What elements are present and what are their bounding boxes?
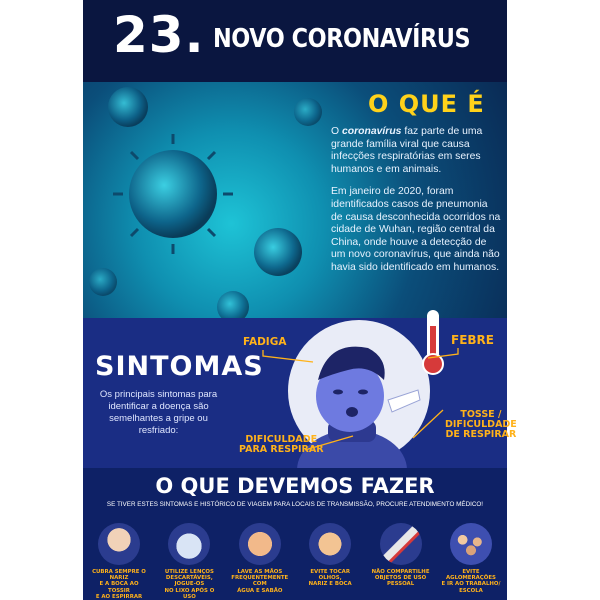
virus-large-icon (113, 134, 233, 254)
poster (83, 0, 517, 600)
toothbrush-icon (380, 523, 422, 565)
action-label: UTILIZE LENÇOS DESCARTÁVEIS, JOGUE-OS NO LIXO APÓS O USO (164, 569, 215, 600)
action-item (230, 523, 290, 600)
symptom-cough: TOSSE / DIFICULDADE DE RESPIRAR (445, 409, 517, 440)
what-is-title: O QUE É (368, 90, 485, 118)
hand-wash-icon (239, 523, 281, 565)
symptom-fever: FEBRE (451, 333, 494, 347)
what-is-paragraph-1: O coronavírus faz parte de uma grande família viral que causa infecções respiratórias em seres humanos e em animais. (331, 126, 483, 175)
nose-icon (309, 523, 351, 565)
action-label: LAVE AS MÃOS FREQUENTEMENTE COM ÁGUA E SABÃO (231, 569, 289, 594)
symptom-fatigue: FADIGA (243, 336, 287, 348)
action-label: NÃO COMPARTILHE OBJETOS DE USO PESSOAL (371, 569, 430, 588)
infographic-number: 23. (113, 6, 205, 64)
what-is-paragraph-2: Em janeiro de 2020, foram identificados casos de pneumonia de causa desconhecida ocorridos na cidade de Wuhan, região central da China, onde houve a detecção de um novo coronavírus, que ainda não havia sido identificado em humanos. (331, 186, 501, 273)
crowd-icon (450, 523, 492, 565)
action-label: CUBRA SEMPRE O NARIZ E A BOCA AO TOSSIR E AO ESPIRRAR (92, 569, 146, 600)
action-item (441, 523, 501, 600)
action-label: EVITE AGLOMERAÇÕES E IR AO TRABALHO/ ESCOLA (441, 569, 501, 594)
actions-icons (89, 523, 501, 600)
symptoms-section (83, 318, 517, 468)
symptoms-title: SINTOMAS (95, 351, 264, 382)
what-is-text (331, 126, 501, 285)
action-item (159, 523, 219, 600)
tissue-box-icon (168, 523, 210, 565)
action-item (371, 523, 431, 600)
page-title: NOVO CORONAVÍRUS (213, 24, 471, 54)
virus-illustration (83, 82, 333, 318)
header (83, 0, 507, 82)
action-item (300, 523, 360, 600)
what-is-section (83, 82, 507, 318)
cover-mouth-icon (98, 523, 140, 565)
actions-title: O QUE DEVEMOS FAZER (155, 474, 435, 498)
symptoms-text: Os principais sintomas para identificar a doença são semelhantes a gripe ou resfriado: (99, 389, 218, 436)
action-label: EVITE TOCAR OLHOS, NARIZ E BOCA (308, 569, 352, 588)
symptom-breathing: DIFICULDADE PARA RESPIRAR (239, 434, 324, 455)
actions-subtitle: SE TIVER ESTES SINTOMAS E HISTÓRICO DE VIAGEM PARA LOCAIS DE TRANSMISSÃO, PROCURE ATENDIMENTO MÉDICO! (106, 501, 484, 508)
action-item (89, 523, 149, 600)
actions-section (83, 468, 507, 600)
